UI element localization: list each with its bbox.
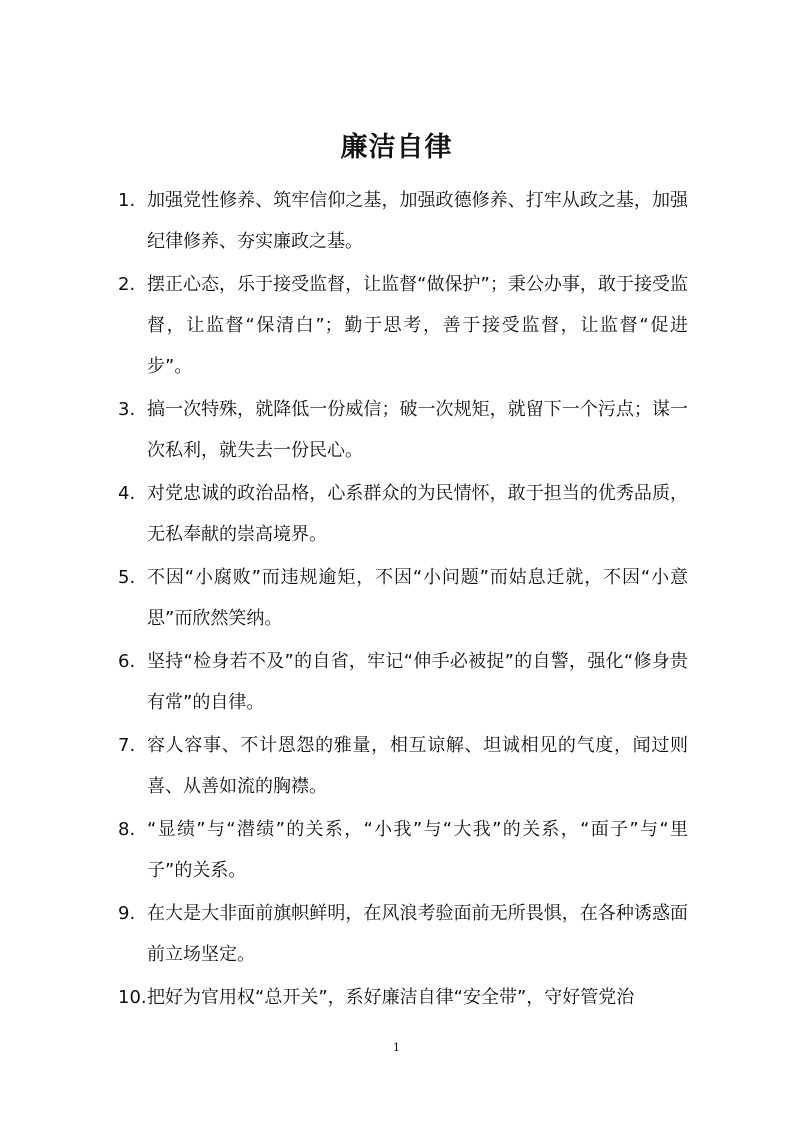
- document-title: 廉洁自律: [340, 132, 453, 164]
- list-item: [118, 893, 688, 975]
- item-list: [118, 180, 688, 1020]
- item-number: 4.: [118, 483, 136, 504]
- list-item: [118, 977, 688, 1018]
- item-text: 不因“小腐败”而违规逾矩，不因“小问题”而姑息迁就，不因“小意思”而欣然笑纳。: [147, 567, 688, 629]
- item-number: 9.: [118, 903, 136, 924]
- list-item: [118, 809, 688, 891]
- item-text: 加强党性修养、筑牢信仰之基，加强政德修养、打牢从政之基，加强纪律修养、夯实廉政之基。: [147, 190, 688, 252]
- item-text: 对党忠诚的政治品格，心系群众的为民情怀，敢于担当的优秀品质，无私奉献的崇高境界。: [147, 483, 688, 545]
- list-item: [118, 725, 688, 807]
- item-text: 在大是大非面前旗帜鲜明，在风浪考验面前无所畏惧，在各种诱惑面前立场坚定。: [147, 903, 688, 965]
- item-text: 容人容事、不计恩怨的雅量，相互谅解、坦诚相见的气度，闻过则喜、从善如流的胸襟。: [147, 735, 688, 797]
- list-item: [118, 641, 688, 723]
- item-text: 摆正心态，乐于接受监督，让监督“做保护”；秉公办事，敢于接受监督，让监督“保清白”；勤于思考，善于接受监督，让监督“促进步”。: [147, 274, 688, 377]
- item-number: 10.: [118, 987, 147, 1008]
- list-item: [118, 264, 688, 387]
- item-number: 8.: [118, 819, 136, 840]
- item-number: 1.: [118, 190, 136, 211]
- item-number: 5.: [118, 567, 136, 588]
- item-text: 搞一次特殊，就降低一份威信；破一次规矩，就留下一个污点；谋一次私利，就失去一份民心。: [147, 399, 688, 461]
- item-text: “显绩”与“潜绩”的关系，“小我”与“大我”的关系，“面子”与“里子”的关系。: [147, 819, 688, 881]
- page-number: 1: [393, 1041, 400, 1054]
- item-number: 2.: [118, 274, 136, 295]
- item-number: 7.: [118, 735, 136, 756]
- list-item: [118, 557, 688, 639]
- list-item: [118, 389, 688, 471]
- item-text: 坚持“检身若不及”的自省，牢记“伸手必被捉”的自警，强化“修身贵有常”的自律。: [147, 651, 688, 713]
- item-number: 3.: [118, 399, 136, 420]
- list-item: [118, 473, 688, 555]
- list-item: [118, 180, 688, 262]
- item-number: 6.: [118, 651, 136, 672]
- item-text: 把好为官用权“总开关”，系好廉洁自律“安全带”，守好管党治: [147, 987, 635, 1008]
